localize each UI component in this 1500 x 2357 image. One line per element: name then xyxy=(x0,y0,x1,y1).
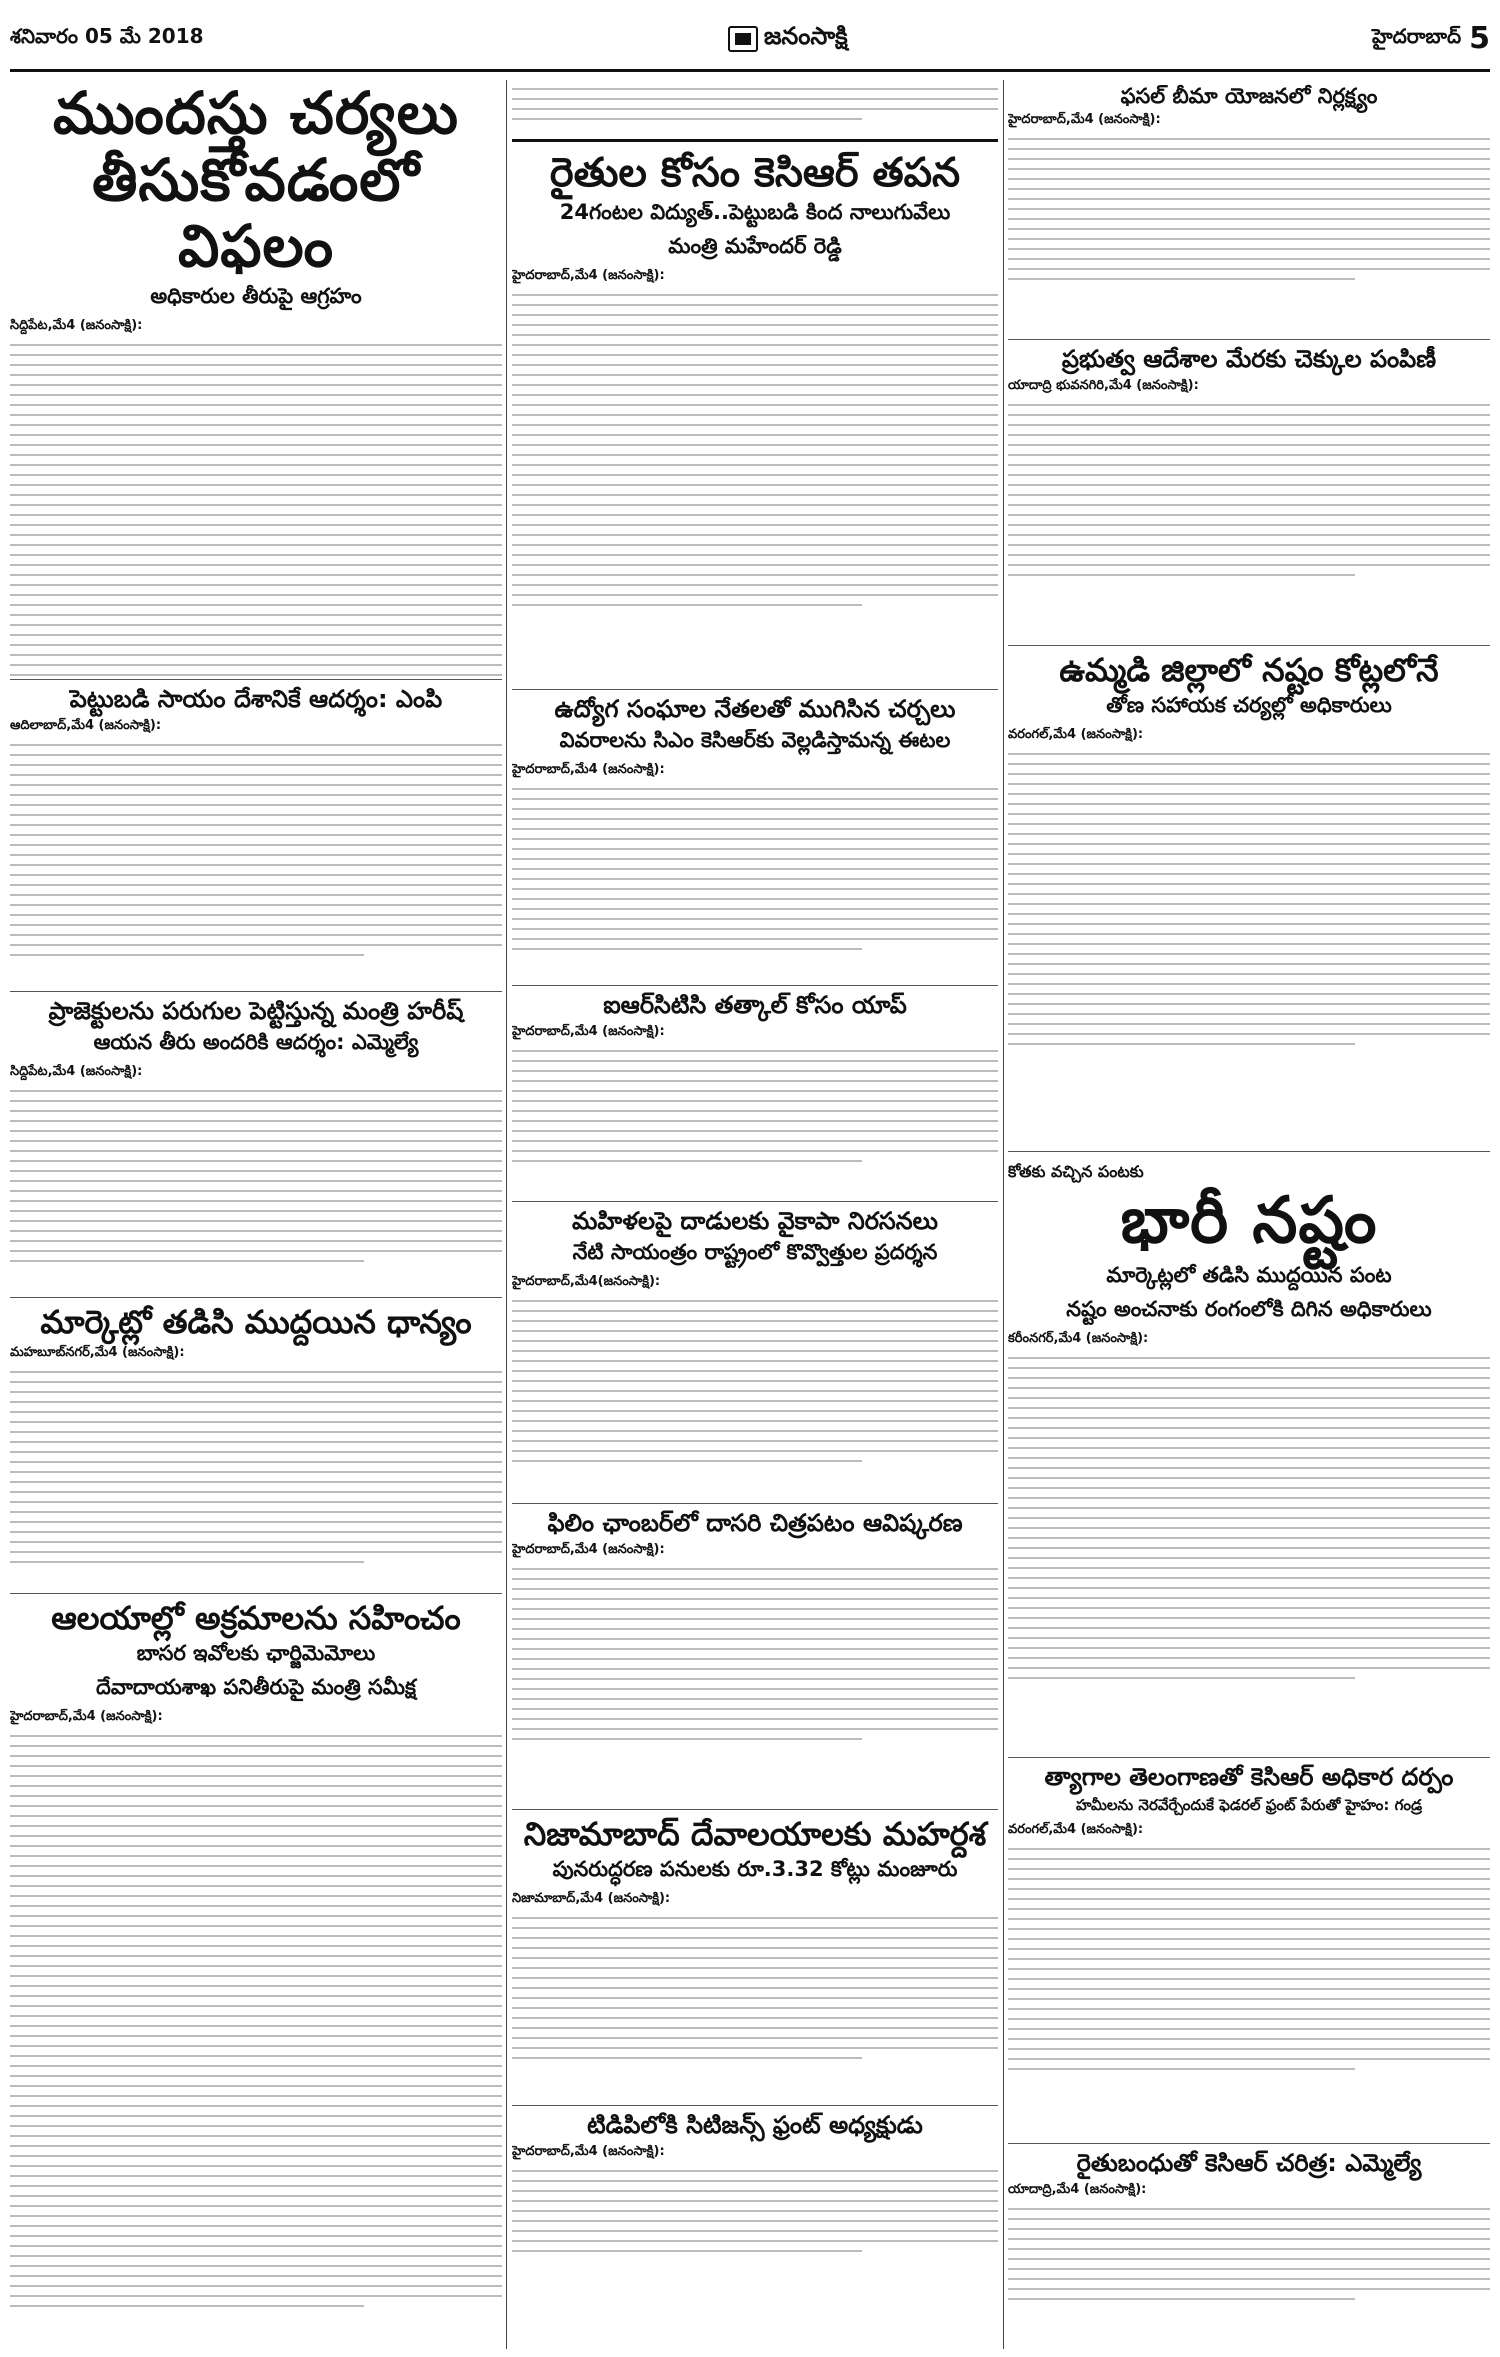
masthead-title: జనంసాక్షి xyxy=(763,21,848,50)
story-subhead: తోణ సహాయక చర్యల్లో అధికారులు xyxy=(1106,692,1392,717)
story-subhead: నేటి సాయంత్రం రాష్ట్రంలో కొవ్వొత్తుల ప్రదర్శన xyxy=(572,1239,938,1264)
column-3 xyxy=(1008,80,1490,2349)
story-subhead: మార్కెట్లలో తడిసి ముద్దయిన పంట xyxy=(1106,1262,1392,1287)
story-headline: ఉమ్మడి జిల్లాలో నష్టం కోట్లలోనే xyxy=(1059,652,1439,689)
story-10 xyxy=(512,1816,998,2106)
story-headline: ముందస్తు చర్యలు తీసుకోవడంలో విఫలం xyxy=(53,80,459,281)
story-dateline: వరంగల్‌,మే4 (జనంసాక్షి): xyxy=(1008,1821,1144,1837)
story-4 xyxy=(10,1304,502,1594)
story-subhead: 24గంటల విద్యుత్‌..పెట్టుబడి కింద నాలుగువేలు xyxy=(559,200,951,224)
story-kicker: కోతకు వచ్చిన పంటకు xyxy=(1008,1162,1144,1181)
article-text xyxy=(512,1909,998,2067)
article-text xyxy=(512,1292,998,1470)
article-text xyxy=(10,736,502,964)
story-8 xyxy=(512,1208,998,1504)
story-3 xyxy=(10,998,502,1298)
article-text xyxy=(1008,745,1490,1053)
article-text xyxy=(512,780,998,958)
story-subhead-2: దేవాదాయశాఖ పనితీరుపై మంత్రి సమీక్ష xyxy=(96,1674,416,1699)
column-divider xyxy=(506,80,507,2349)
story-headline: టిడిపిలోకి సిటిజన్స్‌ ఫ్రంట్‌ అధ్యక్షుడు xyxy=(587,2112,923,2139)
article-text xyxy=(10,1363,502,1571)
story-headline: రైతుబంధుతో కెసిఆర్‌ చరిత్ర: ఎమ్మెల్యే xyxy=(1076,2150,1422,2177)
story-dateline: హైదరాబాద్‌,మే4 (జనంసాక్షి): xyxy=(512,1023,665,1039)
story-lead-2 xyxy=(512,150,998,690)
column-2 xyxy=(512,80,998,2349)
story-headline: పెట్టుబడి సాయం దేశానికే ఆదర్శం: ఎంపి xyxy=(69,686,443,713)
column-divider xyxy=(1003,80,1004,2349)
story-16 xyxy=(1008,1764,1490,2144)
story-subhead-2: నష్టం అంచనాకు రంగంలోకి దిగిన అధికారులు xyxy=(1066,1296,1432,1321)
story-subhead: వివరాలను సిఎం కెసిఆర్‌కు వెల్లడిస్తామన్న ఈటల xyxy=(559,727,951,752)
article-text xyxy=(10,1082,502,1270)
story-headline: ప్రభుత్వ ఆదేశాల మేరకు చెక్కుల పంపిణీ xyxy=(1061,346,1437,373)
story-headline: మార్కెట్లో తడిసి ముద్దయిన ధాన్యం xyxy=(40,1304,472,1341)
story-headline: మహిళలపై దాడులకు వైకాపా నిరసనలు xyxy=(572,1208,938,1235)
story-subhead: పునరుద్ధరణ పనులకు రూ.3.32 కోట్లు మంజూరు xyxy=(552,1856,958,1881)
story-2 xyxy=(10,686,502,992)
masthead xyxy=(728,22,848,56)
article-text xyxy=(512,1560,998,1748)
article-text xyxy=(1008,130,1490,288)
article-continuation xyxy=(512,80,998,142)
story-headline: ఉద్యోగ సంఘాల నేతలతో ముగిసిన చర్చలు xyxy=(554,696,956,723)
story-dateline: యాదాద్రి భువనగిరి,మే4 (జనంసాక్షి): xyxy=(1008,377,1199,393)
story-subhead: అధికారుల తీరుపై ఆగ్రహం xyxy=(150,284,362,309)
story-dateline: హైదరాబాద్‌,మే4(జనంసాక్షి): xyxy=(512,1273,661,1289)
story-headline: త్యాగాల తెలంగాణతో కెసిఆర్‌ అధికార దర్పం xyxy=(1044,1764,1454,1791)
story-headline: ఆలయాల్లో అక్రమాలను సహించం xyxy=(51,1600,461,1637)
story-dateline: హైదరాబాద్‌,మే4 (జనంసాక్షి): xyxy=(512,2143,665,2159)
masthead-logo-icon xyxy=(728,26,758,52)
story-subhead: ఆయన తీరు అందరికి ఆదర్శం: ఎమ్మెల్యే xyxy=(93,1029,419,1054)
story-11 xyxy=(512,2112,998,2312)
story-headline: ఫిలిం ఛాంబర్‌లో దాసరి చిత్రపటం ఆవిష్కరణ xyxy=(547,1510,963,1537)
story-lead xyxy=(10,80,502,680)
story-7 xyxy=(512,992,998,1202)
article-text xyxy=(512,286,998,614)
story-dateline: సిద్దిపేట,మే4 (జనంసాక్షి): xyxy=(10,1063,143,1079)
article-text xyxy=(10,336,502,680)
story-12 xyxy=(1008,80,1490,340)
column-1 xyxy=(10,80,502,2349)
story-subhead: బాసర ఇవోలకు ఛార్జిమెమోలు xyxy=(136,1640,376,1665)
story-dateline: యాదాద్రి,మే4 (జనంసాక్షి): xyxy=(1008,2181,1147,2197)
story-dateline: ఆదిలాబాద్,మే4 (జనంసాక్షి): xyxy=(10,717,162,733)
issue-date: శనివారం 05 మే 2018 xyxy=(10,24,204,48)
edition-info xyxy=(1372,21,1490,56)
page-number: 5 xyxy=(1469,21,1490,56)
story-headline: నిజామాబాద్‌ దేవాలయాలకు మహర్దశ xyxy=(523,1816,987,1853)
story-headline: ఐఆర్‌సిటిసి తత్కాల్‌ కోసం యాప్‌ xyxy=(603,992,907,1019)
article-text xyxy=(1008,1349,1490,1687)
story-subhead: హమీలను నెరవేర్చేందుకే ఫెడరల్‌ ఫ్రంట్‌ పేరుతో హైహం: గండ్ర xyxy=(1075,1795,1423,1814)
story-14 xyxy=(1008,652,1490,1152)
article-text xyxy=(10,1727,502,2315)
story-dateline: వరంగల్‌,మే4 (జనంసాక్షి): xyxy=(1008,726,1144,742)
story-headline: ఫసల్‌ బీమా యోజనలో నిర్లక్ష్యం xyxy=(1120,84,1378,108)
article-text xyxy=(1008,2200,1490,2308)
story-dateline: హైదరాబాద్‌,మే4 (జనంసాక్షి): xyxy=(1008,112,1161,128)
article-text xyxy=(512,1042,998,1170)
story-dateline: మహబూబ్‌నగర్‌,మే4 (జనంసాక్షి): xyxy=(10,1344,185,1360)
story-dateline: హైదరాబాద్‌,మే4 (జనంసాక్షి): xyxy=(10,1708,163,1724)
story-subhead-2: మంత్రి మహేందర్‌ రెడ్డి xyxy=(668,234,842,258)
story-15 xyxy=(1008,1158,1490,1758)
story-5 xyxy=(10,1600,502,2340)
story-dateline: కరీంనగర్‌,మే4 (జనంసాక్షి): xyxy=(1008,1330,1149,1346)
story-dateline: హైదరాబాద్‌,మే4 (జనంసాక్షి): xyxy=(512,268,665,283)
article-text xyxy=(512,2162,998,2260)
story-dateline: హైదరాబాద్‌,మే4 (జనంసాక్షి): xyxy=(512,1541,665,1557)
story-headline: రైతుల కోసం కెసిఆర్‌ తపన xyxy=(549,150,961,196)
article-text xyxy=(1008,1840,1490,2078)
story-dateline: హైదరాబాద్‌,మే4 (జనంసాక్షి): xyxy=(512,761,665,777)
article-text xyxy=(1008,396,1490,584)
story-13 xyxy=(1008,346,1490,646)
edition-city: హైదరాబాద్ xyxy=(1372,24,1462,48)
page-header xyxy=(10,8,1490,72)
story-dateline: సిద్దిపేట,మే4 (జనంసాక్షి): xyxy=(10,318,143,334)
story-17 xyxy=(1008,2150,1490,2349)
story-dateline: నిజామాబాద్‌,మే4 (జనంసాక్షి): xyxy=(512,1890,671,1906)
story-6 xyxy=(512,696,998,986)
story-headline: భారీ నష్టం xyxy=(1120,1184,1378,1258)
story-9 xyxy=(512,1510,998,1810)
story-headline: ప్రాజెక్టులను పరుగుల పెట్టిస్తున్న మంత్రి హరీష్‌ xyxy=(48,998,464,1025)
